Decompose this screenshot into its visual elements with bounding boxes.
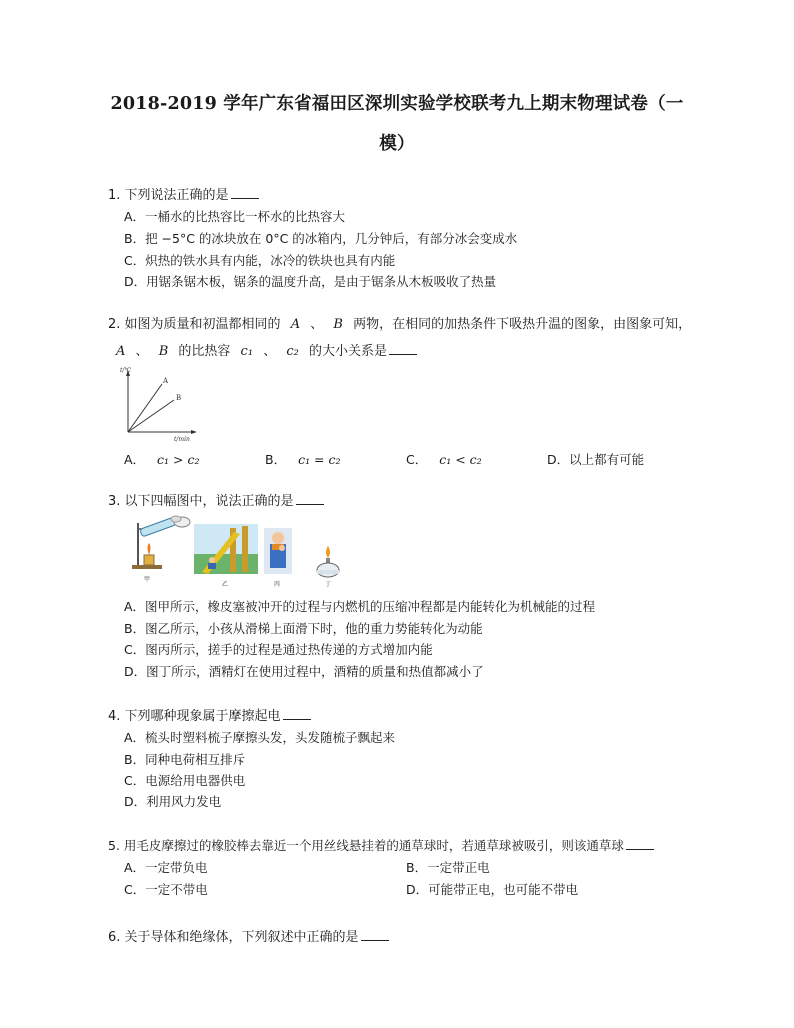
line-a [128, 384, 162, 432]
q2-symbol-b2: B [158, 344, 169, 359]
q2-sep3: 、 [263, 344, 277, 359]
q2-symbol-a: A [290, 317, 301, 332]
graph-ylabel: t/℃ [120, 367, 132, 374]
question-4-stem [108, 707, 311, 726]
q2-symbol-c1: c₁ [240, 344, 254, 359]
answer-blank[interactable] [296, 492, 324, 505]
q2-symbol-a2: A [116, 344, 126, 359]
q2-text-b: 两物，在相同的加热条件下吸热升温的图象，由图象可知， [353, 317, 692, 332]
q4-option-c: C．电源给用电器供电 [124, 773, 246, 788]
answer-blank[interactable] [231, 186, 259, 199]
q5-option-a: A．一定带负电 [124, 860, 208, 875]
q4-option-b: B．同种电荷相互排斥 [124, 752, 246, 767]
q2-option-c [406, 450, 482, 468]
question-1-stem [108, 186, 259, 205]
q2-option-c-expr: c₁ < c₂ [439, 452, 482, 467]
line-b [128, 400, 174, 432]
question-6-text: 6. 关于导体和绝缘体，下列叙述中正确的是 [108, 930, 359, 945]
graph-xlabel: t/min [174, 436, 190, 443]
q2-option-a-expr: c₁ > c₂ [157, 452, 200, 467]
q3-option-b: B．图乙所示，小孩从滑梯上面滑下时，他的重力势能转化为动能 [124, 621, 483, 636]
q1-option-b: B．把 −5°C 的冰块放在 0°C 的冰箱内，几分钟后，有部分冰会变成水 [124, 231, 518, 246]
paper-title-line2: 模） [379, 134, 415, 154]
q5-option-c: C．一定不带电 [124, 882, 208, 897]
figure-bing-hands-illustration [258, 528, 300, 588]
q2-option-c-letter: C． [406, 452, 428, 467]
q2-sep2: 、 [135, 344, 149, 359]
q2-option-d: D．以上都有可能 [547, 452, 645, 467]
q4-option-d: D．利用风力发电 [124, 794, 222, 809]
q2-symbol-b: B [333, 317, 343, 332]
question-3-text: 3. 以下四幅图中，说法正确的是 [108, 494, 294, 509]
question-1-text: 1. 下列说法正确的是 [108, 188, 229, 203]
q2-option-a-letter: A． [124, 452, 146, 467]
q5-option-b: B．一定带正电 [406, 860, 490, 875]
q2-option-a [124, 450, 200, 468]
figure-jia-test-tube-illustration [122, 515, 196, 585]
question-4-text: 4. 下列哪种现象属于摩擦起电 [108, 709, 281, 724]
question-6-stem [108, 928, 389, 947]
question-2-stem-line1 [108, 316, 691, 334]
paper-title-line1: 2018-2019 学年广东省福田区深圳实验学校联考九上期末物理试卷（一 [110, 94, 684, 114]
q1-option-c: C．炽热的铁水具有内能，冰冷的铁块也具有内能 [124, 253, 396, 268]
q2-text-d: 的大小关系是 [308, 344, 387, 359]
x-axis-arrow [191, 430, 197, 434]
q1-option-d: D．用锯条锯木板，锯条的温度升高，是由于锯条从木板吸收了热量 [124, 274, 497, 289]
answer-blank[interactable] [626, 837, 654, 850]
figure-yi-slide-illustration [194, 524, 258, 588]
q2-option-b-expr: c₁ = c₂ [298, 452, 341, 467]
q5-option-d: D．可能带正电，也可能不带电 [406, 882, 579, 897]
q2-symbol-c2: c₂ [286, 344, 299, 359]
question-5-stem [108, 837, 654, 855]
q4-option-a: A．梳头时塑料梳子摩擦头发，头发随梳子飘起来 [124, 730, 396, 745]
caption-bing: 丙 [274, 581, 281, 588]
q3-option-d: D．图丁所示，酒精灯在使用过程中，酒精的质量和热值都减小了 [124, 664, 484, 679]
answer-blank[interactable] [389, 342, 417, 355]
q2-text-c: 的比热容 [178, 344, 231, 359]
question-2-stem-line2 [116, 342, 417, 361]
caption-jia: 甲 [144, 576, 151, 583]
graph-label-a: A [163, 377, 169, 385]
caption-yi: 乙 [222, 581, 229, 588]
temperature-time-graph [118, 366, 198, 444]
q3-option-c: C．图丙所示，搓手的过程是通过热传递的方式增加内能 [124, 642, 433, 657]
answer-blank[interactable] [283, 707, 311, 720]
figure-ding-alcohol-lamp-illustration [312, 540, 344, 588]
graph-label-b: B [176, 394, 182, 402]
caption-ding: 丁 [325, 581, 332, 588]
q2-option-b-letter: B． [265, 452, 287, 467]
question-5-text: 5. 用毛皮摩擦过的橡胶棒去靠近一个用丝线悬挂着的通草球时，若通草球被吸引，则该通草球 [108, 838, 624, 853]
answer-blank[interactable] [361, 928, 389, 941]
q1-option-a: A．一桶水的比热容比一杯水的比热容大 [124, 209, 346, 224]
q2-option-b [265, 450, 341, 468]
q3-option-a: A．图甲所示，橡皮塞被冲开的过程与内燃机的压缩冲程都是内能转化为机械能的过程 [124, 599, 596, 614]
question-3-stem [108, 492, 324, 511]
q2-sep1: 、 [310, 317, 324, 332]
q2-text-a: 2. 如图为质量和初温都相同的 [108, 317, 281, 332]
